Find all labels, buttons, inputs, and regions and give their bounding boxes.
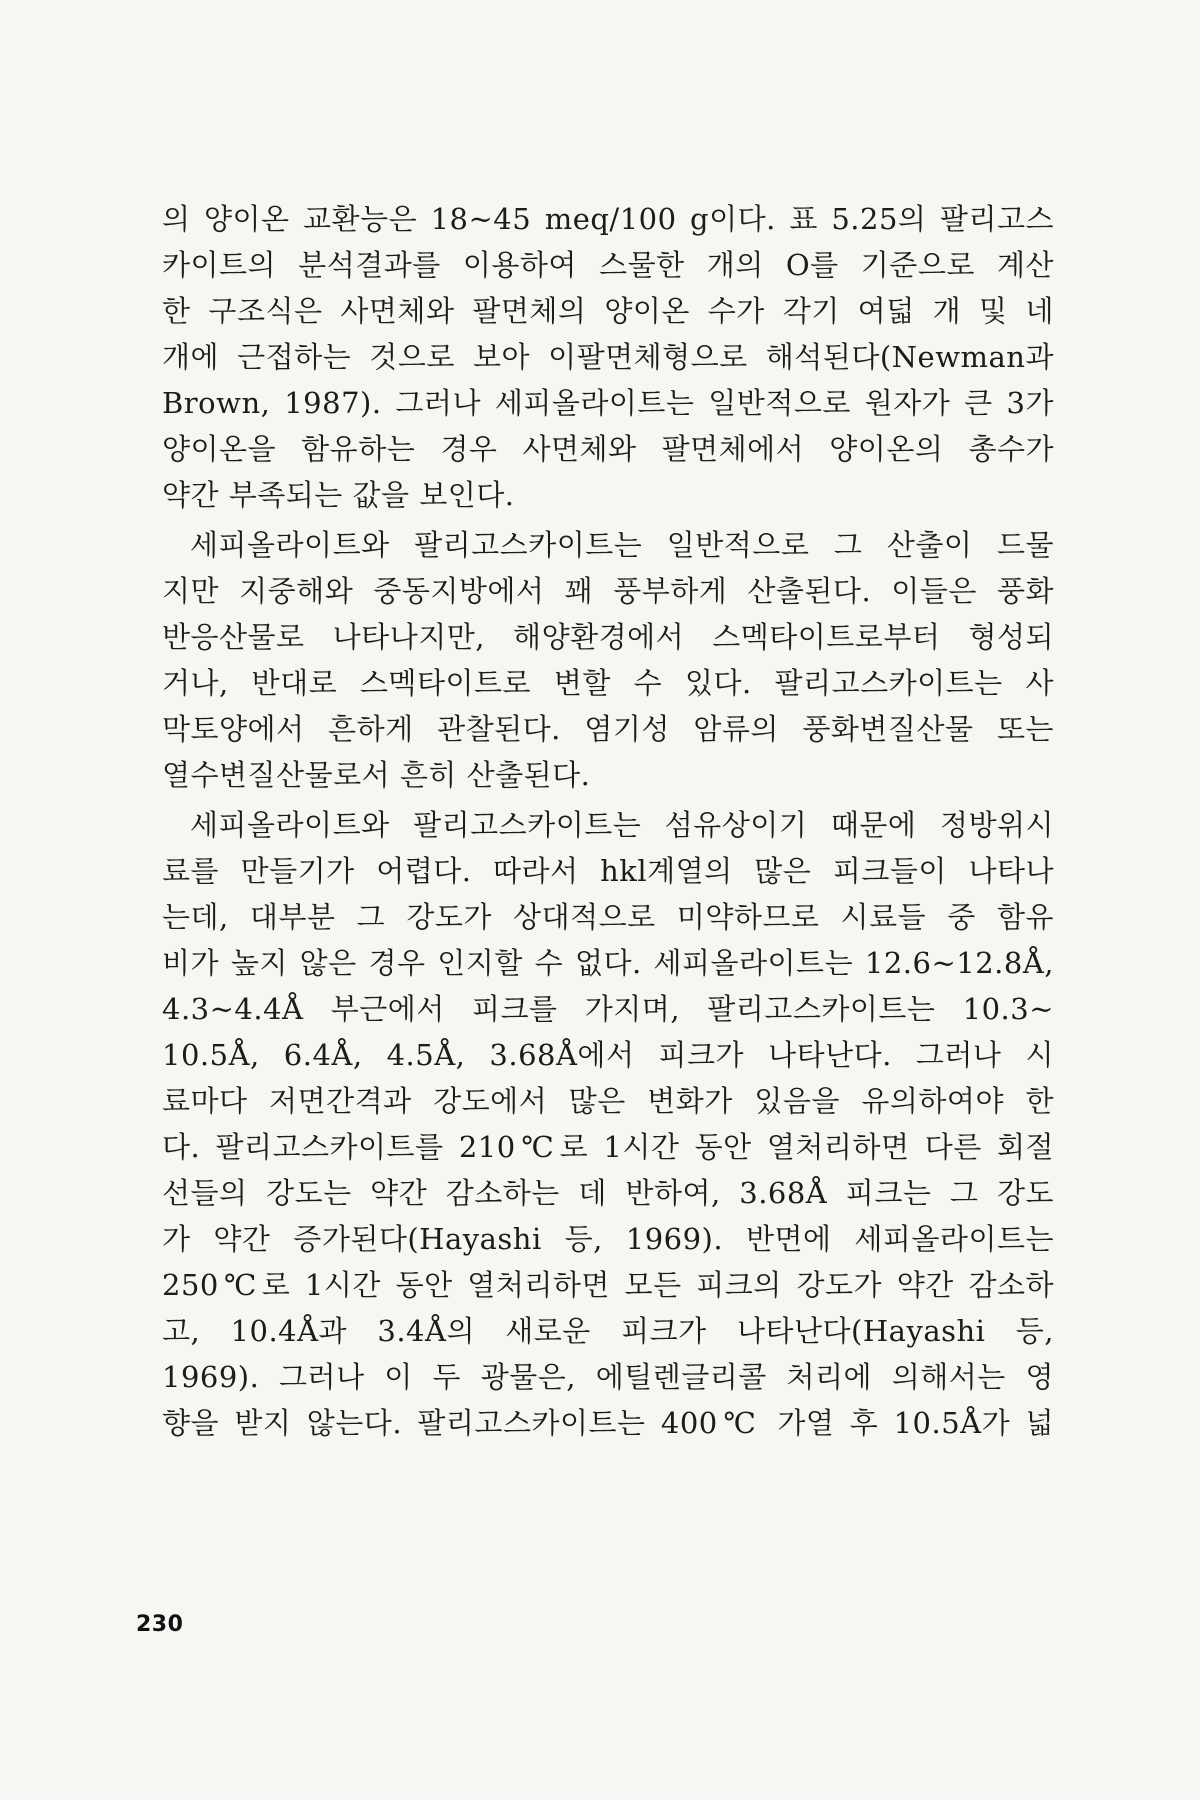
text-line: 지만 지중해와 중동지방에서 꽤 풍부하게 산출된다. 이들은 풍화 <box>162 574 1054 608</box>
text-line: 는데, 대부분 그 강도가 상대적으로 미약하므로 시료들 중 함유 <box>162 900 1054 934</box>
text-line: 향을 받지 않는다. 팔리고스카이트는 400℃ 가열 후 10.5Å가 넓 <box>162 1406 1054 1440</box>
text-line: 반응산물로 나타나지만, 해양환경에서 스멕타이트로부터 형성되 <box>162 620 1054 654</box>
text-line: 가 약간 증가된다(Hayashi 등, 1969). 반면에 세피올라이트는 <box>162 1222 1054 1256</box>
paragraph-2 <box>162 522 1054 798</box>
text-line: 한 구조식은 사면체와 팔면체의 양이온 수가 각기 여덟 개 및 네 <box>162 294 1054 328</box>
text-line: 선들의 강도는 약간 감소하는 데 반하여, 3.68Å 피크는 그 강도 <box>162 1176 1054 1210</box>
text-line: 개에 근접하는 것으로 보아 이팔면체형으로 해석된다(Newman과 <box>162 340 1054 374</box>
text-line: 10.5Å, 6.4Å, 4.5Å, 3.68Å에서 피크가 나타난다. 그러나 시 <box>162 1038 1054 1072</box>
text-line: 4.3~4.4Å 부근에서 피크를 가지며, 팔리고스카이트는 10.3~ <box>162 992 1054 1026</box>
page-number: 230 <box>136 1612 184 1637</box>
text-line: 카이트의 분석결과를 이용하여 스물한 개의 O를 기준으로 계산 <box>162 248 1054 282</box>
text-line: 250℃로 1시간 동안 열처리하면 모든 피크의 강도가 약간 감소하 <box>162 1268 1054 1302</box>
text-line: 양이온을 함유하는 경우 사면체와 팔면체에서 양이온의 총수가 <box>162 432 1054 466</box>
text-line: 료마다 저면간격과 강도에서 많은 변화가 있음을 유의하여야 한 <box>162 1084 1054 1118</box>
text-line: 다. 팔리고스카이트를 210℃로 1시간 동안 열처리하면 다른 회절 <box>162 1130 1054 1164</box>
paragraph-3 <box>162 802 1054 1446</box>
text-line: 약간 부족되는 값을 보인다. <box>162 478 515 512</box>
text-line: 거나, 반대로 스멕타이트로 변할 수 있다. 팔리고스카이트는 사 <box>162 666 1054 700</box>
text-line: 세피올라이트와 팔리고스카이트는 일반적으로 그 산출이 드물 <box>190 528 1054 562</box>
text-line: 열수변질산물로서 흔히 산출된다. <box>162 758 591 792</box>
text-line: 비가 높지 않은 경우 인지할 수 없다. 세피올라이트는 12.6~12.8Å, <box>162 946 1054 980</box>
text-line: 1969). 그러나 이 두 광물은, 에틸렌글리콜 처리에 의해서는 영 <box>162 1360 1054 1394</box>
paragraph-1 <box>162 196 1054 518</box>
text-line: 고, 10.4Å과 3.4Å의 새로운 피크가 나타난다(Hayashi 등, <box>162 1314 1054 1348</box>
text-line: 의 양이온 교환능은 18~45 meq/100 g이다. 표 5.25의 팔리고스 <box>162 202 1054 236</box>
text-line: 료를 만들기가 어렵다. 따라서 hkl계열의 많은 피크들이 나타나 <box>162 854 1054 888</box>
body-text <box>162 196 1054 1446</box>
text-line: 막토양에서 흔하게 관찰된다. 염기성 암류의 풍화변질산물 또는 <box>162 712 1054 746</box>
text-line: Brown, 1987). 그러나 세피올라이트는 일반적으로 원자가 큰 3가 <box>162 386 1054 420</box>
text-line: 세피올라이트와 팔리고스카이트는 섬유상이기 때문에 정방위시 <box>190 808 1054 842</box>
